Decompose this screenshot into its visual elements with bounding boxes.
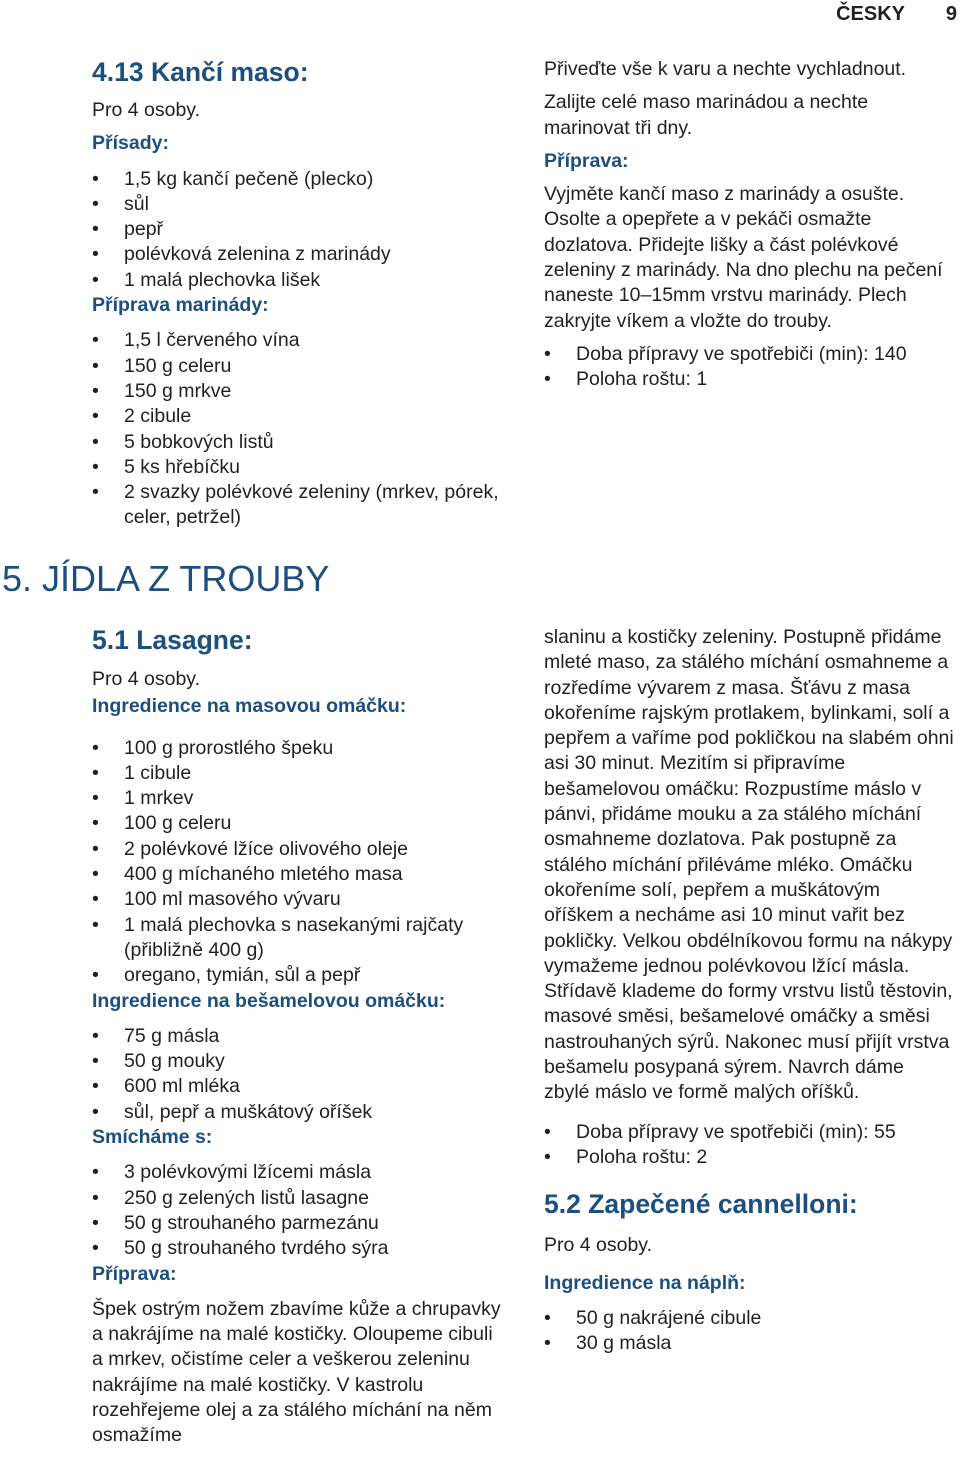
list-item: • 5 ks hřebíčku	[92, 455, 512, 480]
list-item: • 1 mrkev	[92, 786, 512, 811]
meat-sauce-heading: Ingredience na masovou omáčku:	[92, 695, 407, 718]
servings-text: Pro 4 osoby.	[92, 668, 201, 690]
ingredients-heading: Přísady:	[92, 132, 169, 155]
marinade-text: Zalijte celé maso marinádou a nechte marinovat tři dny.	[544, 91, 869, 139]
list-item: • Doba přípravy ve spotřebiči (min): 140	[544, 342, 949, 367]
filling-heading: Ingredience na náplň:	[544, 1271, 746, 1294]
list-item: • 50 g strouhaného tvrdého sýra	[92, 1236, 512, 1261]
list-item: • 600 ml mléka	[92, 1074, 512, 1099]
list-item: • 30 g másla	[544, 1331, 954, 1356]
list-item: • 1 cibule	[92, 761, 512, 786]
list-item: • 5 bobkových listů	[92, 430, 512, 455]
language-label: ČESKY	[836, 3, 905, 25]
bechamel-list	[92, 1024, 512, 1125]
list-item: • sůl, pepř a muškátový oříšek	[92, 1100, 512, 1125]
list-item: • 50 g mouky	[92, 1049, 512, 1074]
list-item: • 2 polévkové lžíce olivového oleje	[92, 837, 512, 862]
chapter-title: 5. JÍDLA Z TROUBY	[2, 558, 330, 599]
list-item: • Poloha roštu: 2	[544, 1145, 954, 1170]
section-title: 4.13 Kančí maso:	[92, 57, 309, 87]
section-title: 5.2 Zapečené cannelloni:	[544, 1189, 858, 1220]
list-item: • 150 g mrkve	[92, 379, 512, 404]
list-item: • 150 g celeru	[92, 354, 512, 379]
list-item: • 50 g strouhaného parmezánu	[92, 1211, 512, 1236]
bechamel-heading: Ingredience na bešamelovou omáčku:	[92, 989, 446, 1012]
list-item: • 1,5 l červeného vína	[92, 328, 512, 353]
marinade-heading: Příprava marinády:	[92, 294, 269, 317]
page-number: 9	[945, 3, 957, 25]
list-item: • Poloha roštu: 1	[544, 367, 949, 392]
servings-text: Pro 4 osoby.	[544, 1234, 653, 1257]
section-5-1-left	[92, 625, 512, 1449]
marinade-text: Přiveďte vše k varu a nechte vychladnout.	[544, 58, 907, 80]
list-item: • oregano, tymián, sůl a pepř	[92, 963, 512, 988]
settings-list	[544, 342, 949, 393]
list-item: • 1,5 kg kančí pečeně (plecko)	[92, 167, 512, 192]
prep-heading: Příprava:	[92, 1262, 177, 1285]
list-item: • 75 g másla	[92, 1024, 512, 1049]
meat-sauce-list	[92, 736, 512, 989]
prep-text: slaninu a kostičky zeleniny. Postupně přidáme mleté maso, za stálého míchání osmahneme a rozředíme vývarem z masa. Šťávu z masa okořeníme rajským protlakem, bylinkami, solí a pepřem a vaříme pod pokličkou na slabém ohni asi 30 minut. Mezitím si připravíme bešamelovou omáčku: Rozpustíme máslo v pánvi, přidáme mouku a za stálého míchání osmahneme dozlatova. Pak postupně za stálého míchání přiléváme mléko. Omáčku okořeníme solí, pepřem a muškátovým oříškem a necháme asi 10 minut vařit bez pokličky. Velkou obdélníkovou formu na nákypy vymažeme jednou polévkovou lžící másla. Střídavě klademe do formy vrstvu listů těstovin, masové směsi, bešamelové omáčky a směsi nastrouhaných sýrů. Nakonec musí přijít vrstva bešamelu posypaná sýrem. Navrch dáme zbylé máslo ve formě malých oříšků.	[544, 626, 954, 1104]
mix-list	[92, 1160, 512, 1261]
list-item: • 400 g míchaného mletého masa	[92, 862, 512, 887]
settings-list	[544, 1120, 954, 1171]
list-item: • 100 ml masového vývaru	[92, 887, 512, 912]
list-item: • 1 malá plechovka s nasekanými rajčaty (přibližně 400 g)	[92, 913, 484, 964]
ingredients-list	[92, 167, 512, 293]
section-5-1-right	[544, 625, 954, 1356]
list-item: • 100 g celeru	[92, 811, 512, 836]
mix-heading: Smícháme s:	[92, 1126, 213, 1149]
list-item: • 1 malá plechovka lišek	[92, 268, 512, 293]
prep-text: Vyjměte kančí maso z marinády a osušte. Osolte a opepřete a v pekáči osmažte dozlatova. Přidejte lišky a část polévkové zeleniny z marinády. Na dno plechu na pečení naneste 10–15mm vrstvu marinády. Plech zakryjte víkem a vložte do trouby.	[544, 183, 943, 332]
list-item: • 2 cibule	[92, 404, 512, 429]
prep-text: Špek ostrým nožem zbavíme kůže a chrupavky a nakrájíme na malé kostičky. Oloupeme cibuli a mrkev, očistíme celer a veškerou zeleninu nakrájíme na malé kostičky. V kastrolu rozehřejeme olej a za stálého míchání na něm osmažíme	[92, 1297, 501, 1447]
section-4-13-left	[92, 57, 512, 531]
list-item: • sůl	[92, 192, 512, 217]
section-4-13-right	[544, 57, 949, 393]
prep-heading: Příprava:	[544, 149, 629, 172]
list-item: • 2 svazky polévkové zeleniny (mrkev, pórek, celer, petržel)	[92, 480, 504, 531]
list-item: • Doba přípravy ve spotřebiči (min): 55	[544, 1120, 954, 1145]
marinade-list	[92, 328, 512, 530]
filling-list	[544, 1306, 954, 1357]
list-item: • polévková zelenina z marinády	[92, 242, 512, 267]
section-title: 5.1 Lasagne:	[92, 625, 253, 655]
list-item: • pepř	[92, 217, 512, 242]
servings-text: Pro 4 osoby.	[92, 99, 201, 121]
list-item: • 250 g zelených listů lasagne	[92, 1186, 512, 1211]
list-item: • 50 g nakrájené cibule	[544, 1306, 954, 1331]
list-item: • 3 polévkovými lžícemi másla	[92, 1160, 512, 1185]
list-item: • 100 g prorostlého špeku	[92, 736, 512, 761]
page-header	[660, 3, 960, 29]
